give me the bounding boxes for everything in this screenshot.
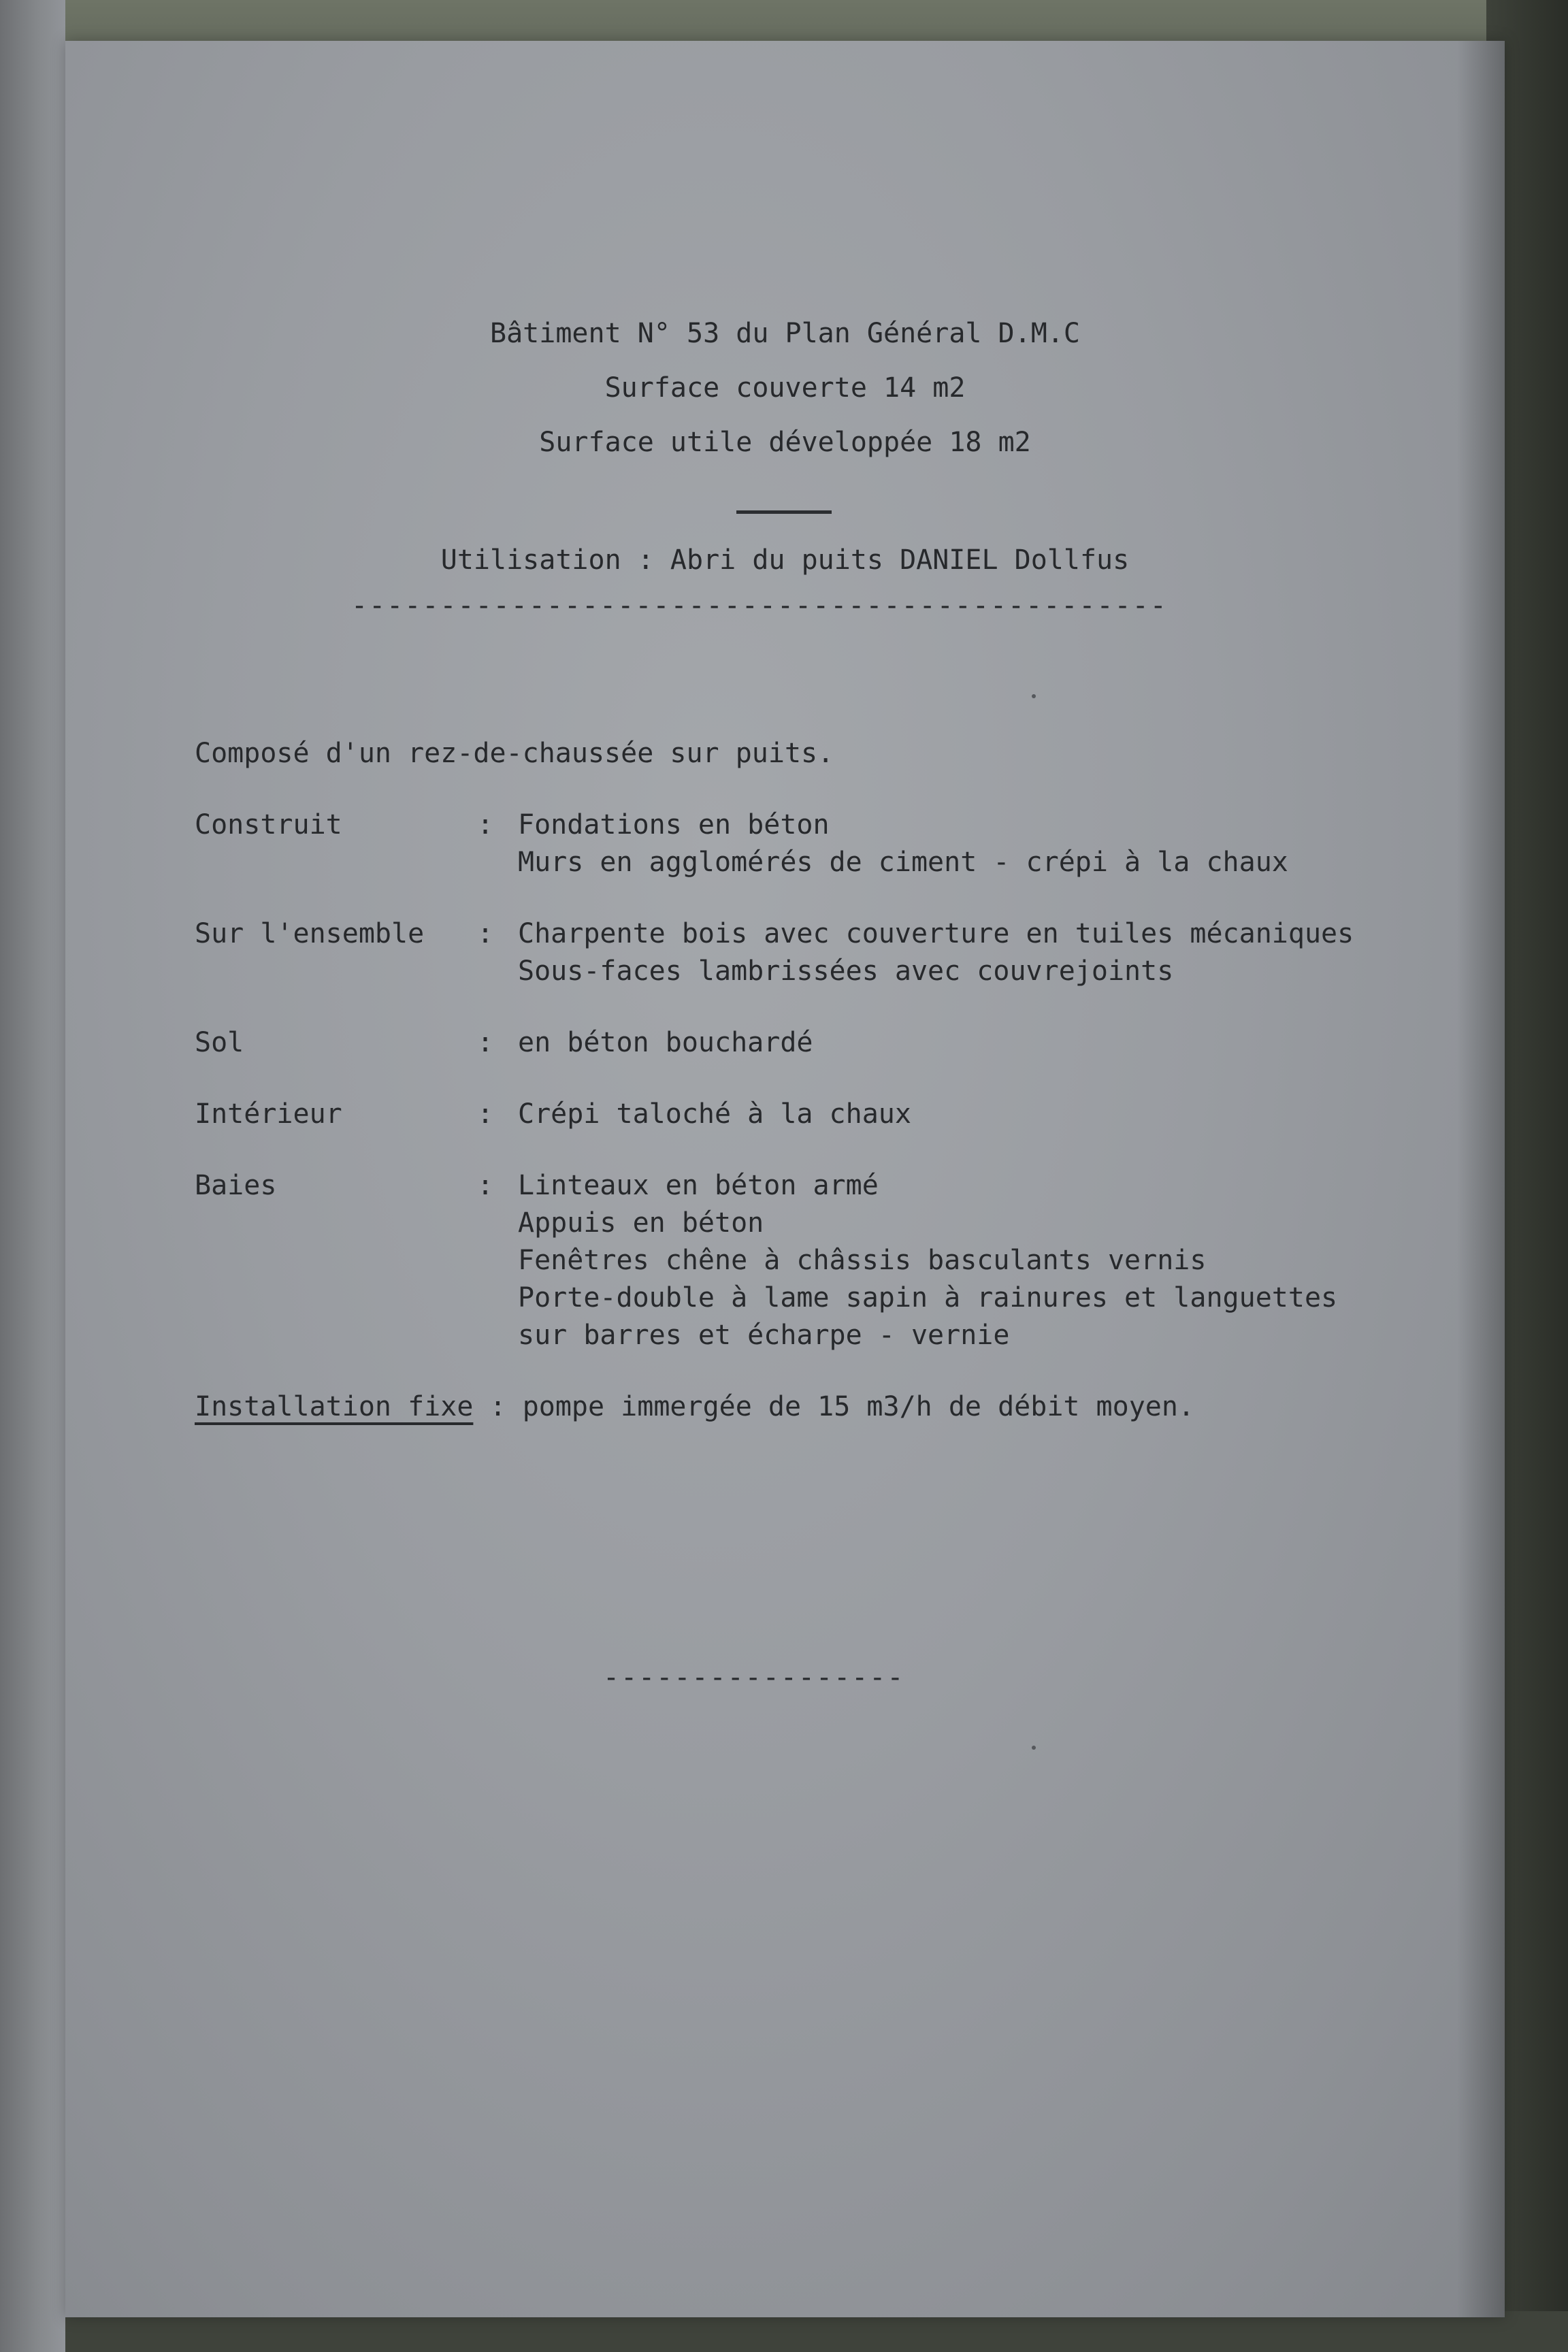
section-line: sur barres et écharpe - vernie [518,1320,1010,1351]
section-line: Crépi taloché à la chaux [518,1098,911,1130]
installation-text: pompe immergée de 15 m3/h de débit moyen. [522,1391,1195,1422]
section-line: Murs en agglomérés de ciment - crépi à la chaux [518,847,1288,878]
section-label: Intérieur [195,1098,342,1130]
section-line: Charpente bois avec couverture en tuiles mécaniques [518,918,1354,949]
installation-spacer [506,1388,523,1426]
specifications [195,735,1488,1426]
section-baies [195,1167,1488,1354]
section-values [518,1024,813,1062]
section-label: Sol [195,1027,244,1058]
section-values [518,915,1354,990]
section-separator: : [477,918,494,949]
section-label: Sur l'ensemble [195,918,425,949]
section-values [518,806,1288,881]
section-separator: : [477,1170,494,1201]
dashed-divider: ---------------------------------------------- [351,590,1168,621]
binder-edge [0,0,65,2352]
section-label: Construit [195,809,342,840]
section-interieur [195,1096,1488,1133]
section-values [518,1167,1337,1354]
installation-line [195,1388,1488,1426]
usage-line: Utilisation : Abri du puits DANIEL Dollfus [440,544,1130,576]
section-sol [195,1024,1488,1062]
paper-speck [1032,1746,1036,1750]
section-line: en béton bouchardé [518,1027,813,1058]
building-title: Bâtiment N° 53 du Plan Général D.M.C [490,318,1080,349]
section-line: Linteaux en béton armé [518,1170,879,1201]
document-page [65,41,1505,2317]
section-line: Fondations en béton [518,809,830,840]
usable-surface: Surface utile développée 18 m2 [539,427,1031,458]
section-construit [195,806,1488,881]
section-separator: : [477,1027,494,1058]
section-separator: : [477,809,494,840]
section-label: Baies [195,1170,277,1201]
section-line: Fenêtres chêne à châssis basculants vernis [518,1245,1207,1276]
installation-label: Installation fixe [195,1391,474,1422]
paper-speck [1032,694,1036,698]
header-divider [736,510,832,514]
installation-spacer [473,1388,489,1426]
background-bottom [0,2311,1568,2352]
section-line: Sous-faces lambrissées avec couvrejoints [518,956,1174,987]
section-values [518,1096,911,1133]
closing-divider: ----------------- [603,1662,905,1693]
section-line: Porte-double à lame sapin à rainures et languettes [518,1282,1338,1313]
installation-separator: : [489,1391,506,1422]
section-separator: : [477,1098,494,1130]
covered-surface: Surface couverte 14 m2 [604,372,966,404]
section-ensemble [195,915,1488,990]
building-header [65,306,1505,470]
intro-line: Composé d'un rez-de-chaussée sur puits. [195,738,834,769]
section-line: Appuis en béton [518,1207,764,1239]
